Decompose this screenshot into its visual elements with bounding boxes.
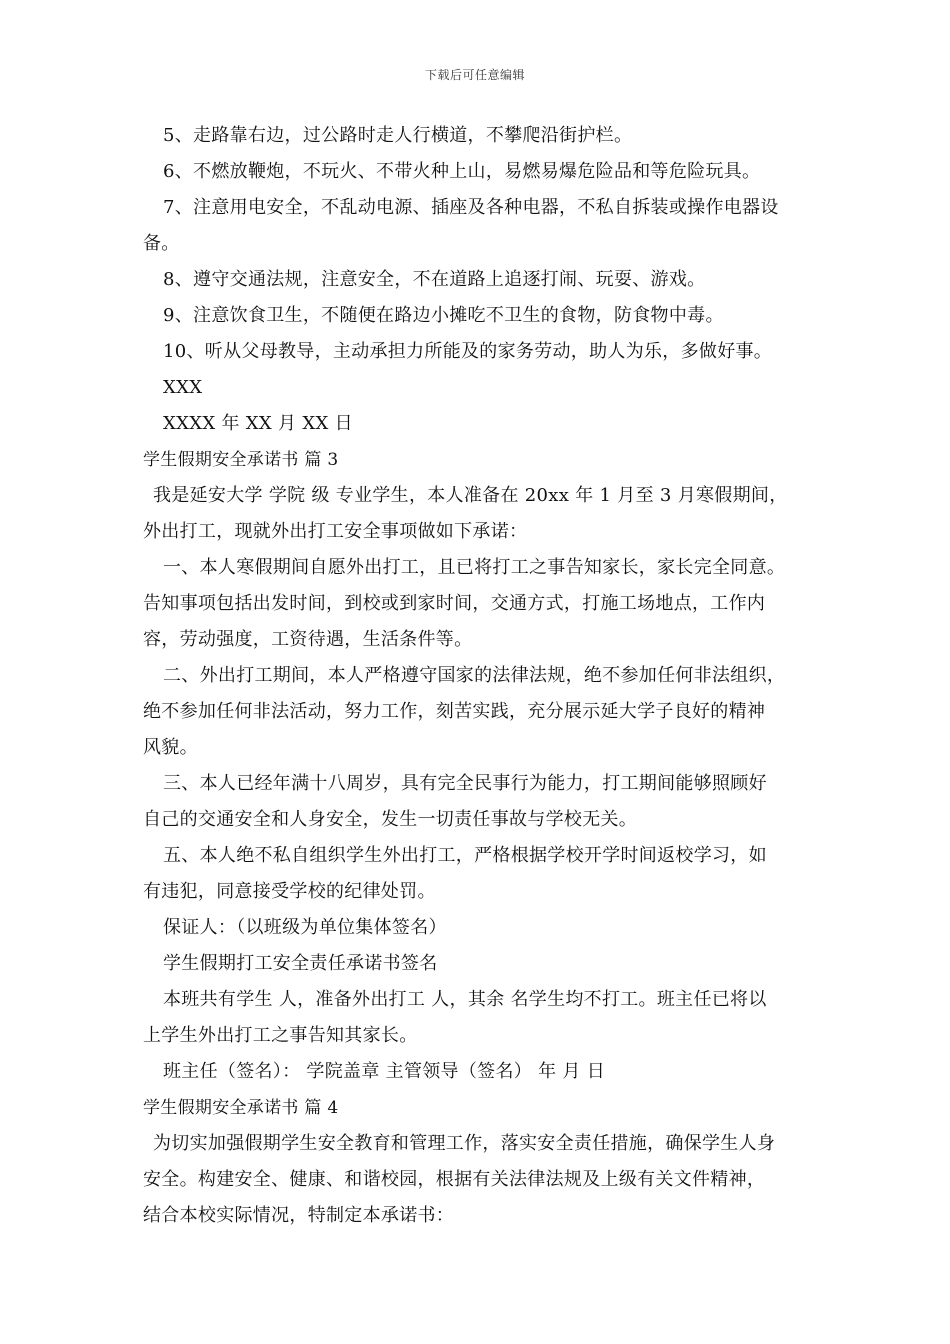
paragraph-line: 本班共有学生 人，准备外出打工 人，其余 名学生均不打工。班主任已将以	[163, 989, 767, 1010]
paragraph-line: 9、注意饮食卫生，不随便在路边小摊吃不卫生的食物，防食物中毒。	[163, 305, 724, 326]
paragraph-line: 结合本校实际情况，特制定本承诺书：	[143, 1205, 455, 1226]
paragraph-line: 二、外出打工期间，本人严格遵守国家的法律法规，绝不参加任何非法组织，	[163, 665, 786, 686]
paragraph-line: 一、本人寒假期间自愿外出打工，且已将打工之事告知家长，家长完全同意。	[163, 557, 786, 578]
signature-line: 班主任（签名）： 学院盖章 主管领导（签名） 年 月 日	[163, 1061, 606, 1082]
paragraph-line: 为切实加强假期学生安全教育和管理工作，落实安全责任措施，确保学生人身	[153, 1133, 776, 1154]
paragraph-line: 安全。构建安全、健康、和谐校园，根据有关法律法规及上级有关文件精神，	[143, 1169, 766, 1190]
paragraph-line: 三、本人已经年满十八周岁，具有完全民事行为能力，打工期间能够照顾好	[163, 773, 767, 794]
signature-date: XXXX 年 XX 月 XX 日	[163, 413, 353, 434]
paragraph-line: 有违犯，同意接受学校的纪律处罚。	[143, 881, 436, 902]
paragraph-line: 10、听从父母教导，主动承担力所能及的家务劳动，助人为乐，多做好事。	[163, 341, 773, 362]
paragraph-line: 学生假期打工安全责任承诺书签名	[163, 953, 438, 974]
section-heading: 学生假期安全承诺书 篇 3	[143, 450, 339, 470]
paragraph-line: 五、本人绝不私自组织学生外出打工，严格根据学校开学时间返校学习，如	[163, 845, 767, 866]
paragraph-line: 7、注意用电安全，不乱动电源、插座及各种电器，不私自拆装或操作电器设	[163, 197, 779, 218]
paragraph-line: 备。	[143, 233, 180, 254]
paragraph-line: 容，劳动强度，工资待遇，生活条件等。	[143, 629, 473, 650]
paragraph-line: 自己的交通安全和人身安全，发生一切责任事故与学校无关。	[143, 809, 638, 830]
paragraph-line: 保证人：（以班级为单位集体签名）	[163, 917, 447, 938]
section-heading: 学生假期安全承诺书 篇 4	[143, 1098, 339, 1118]
paragraph-line: 8、遵守交通法规，注意安全，不在道路上追逐打闹、玩耍、游戏。	[163, 269, 706, 290]
paragraph-line: 绝不参加任何非法活动，努力工作，刻苦实践，充分展示延大学子良好的精神	[143, 701, 766, 722]
paragraph-line: 告知事项包括出发时间，到校或到家时间，交通方式，打施工场地点，工作内	[143, 593, 766, 614]
paragraph-line: 我是延安大学 学院 级 专业学生，本人准备在 20xx 年 1 月至 3 月寒假期间，	[153, 485, 788, 506]
signature-name: XXX	[163, 377, 203, 398]
paragraph-line: 5、走路靠右边，过公路时走人行横道，不攀爬沿街护栏。	[163, 125, 633, 146]
paragraph-line: 外出打工，现就外出打工安全事项做如下承诺：	[143, 521, 528, 542]
paragraph-line: 上学生外出打工之事告知其家长。	[143, 1025, 418, 1046]
paragraph-line: 6、不燃放鞭炮，不玩火、不带火种上山，易燃易爆危险品和等危险玩具。	[163, 161, 761, 182]
document-body	[143, 118, 811, 1234]
paragraph-line: 风貌。	[143, 737, 198, 758]
header-note: 下载后可任意编辑	[424, 68, 525, 82]
